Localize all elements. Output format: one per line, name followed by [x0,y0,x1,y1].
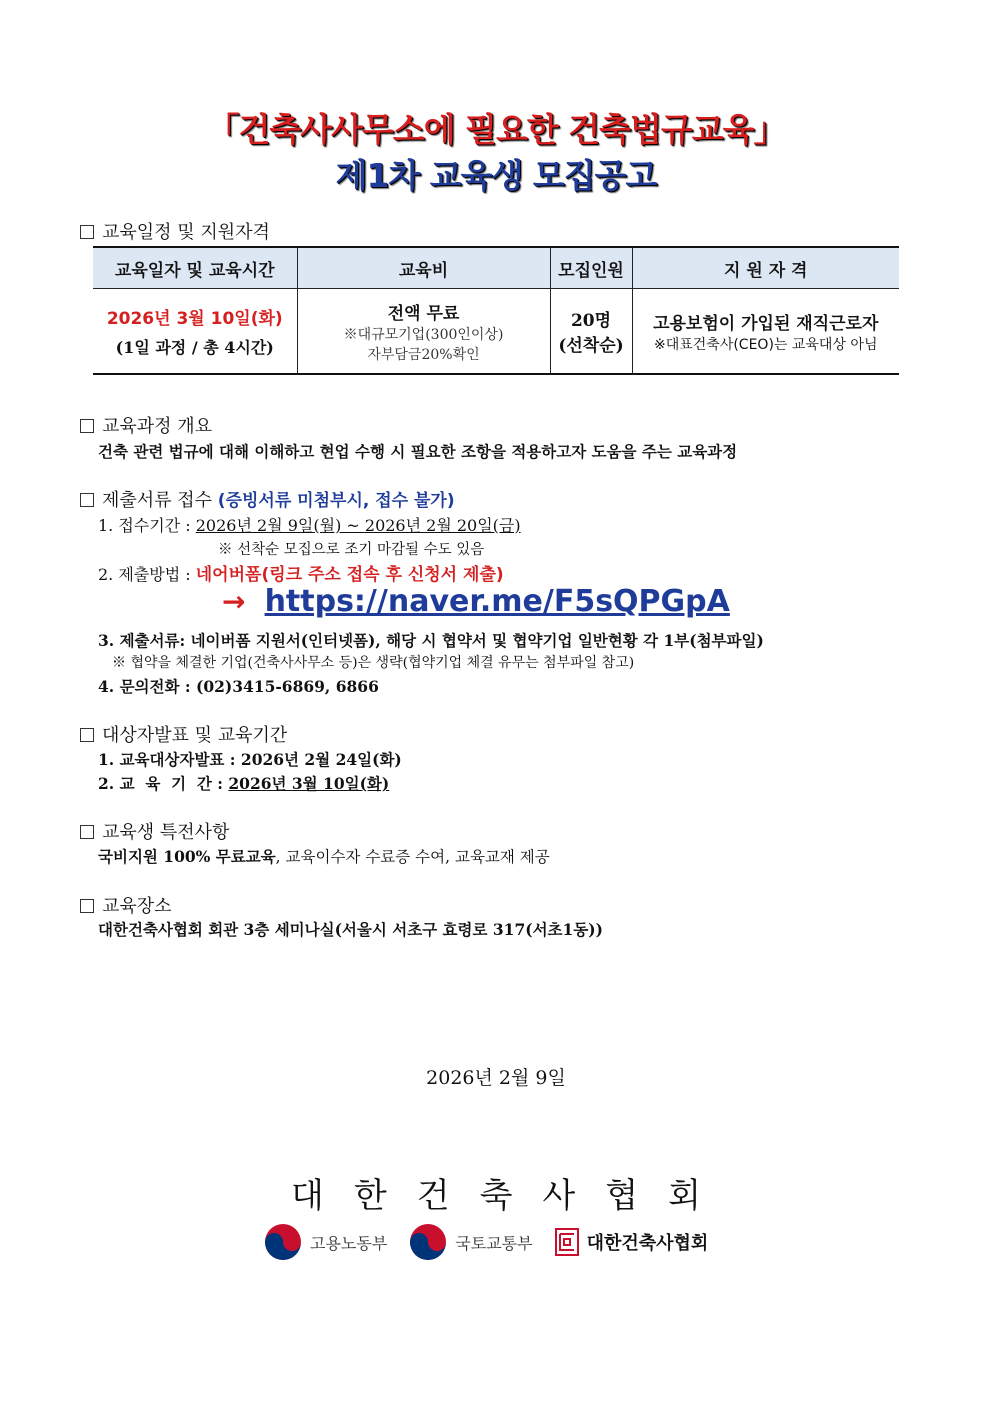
period-value: 2026년 3월 10일(화) [228,774,390,793]
period-value: 2026년 2월 9일(월) ~ 2026년 2월 20일(금) [195,516,521,535]
header-cell-fee: 교육비 [297,247,550,289]
table-row [93,289,899,375]
fee-note-1: ※대규모기업(300인이상) [343,326,504,343]
section-overview-heading [80,412,212,438]
section-title: 제출서류 접수 [102,490,213,511]
header-cell-capacity: 모집인원 [550,247,632,289]
qualification-value: 고용보험이 가입된 재직근로자 [653,313,879,334]
benefits-rest: , 교육이수자 수료증 수여, 교육교재 제공 [275,848,550,866]
notice-date: 2026년 2월 9일 [426,1067,566,1089]
cell-qualification [632,289,899,375]
cell-capacity [550,289,632,375]
period-label: 1. 접수기간 : [98,516,191,535]
taegeuk-icon [264,1223,302,1261]
benefits-bold: 국비지원 100% 무료교육 [98,847,276,866]
overview-text: 건축 관련 법규에 대해 이해하고 현업 수행 시 필요한 조항을 적용하고자 도움을 주는 교육과정 [98,442,738,461]
cell-fee [297,289,550,375]
moel-label: 고용노동부 [310,1233,388,1253]
section-schedule-heading [80,218,270,244]
arrow-right-icon: → [222,585,246,618]
section-title: 교육생 특전사항 [102,822,230,843]
application-link[interactable]: https://naver.me/F5sQPGpA [264,584,730,619]
checkbox-square-icon [80,728,94,742]
education-date: 2026년 3월 10일(화) [106,309,283,329]
section-title: 교육과정 개요 [102,416,213,437]
capacity-sub: (선착순) [558,336,624,356]
kira-logo [555,1228,709,1256]
taegeuk-icon [409,1223,447,1261]
phone-line: 4. 문의전화 : (02)3415-6869, 6866 [98,677,379,696]
education-duration: (1일 과정 / 총 4시간) [115,338,274,357]
section-title: 교육장소 [102,896,172,917]
section-title: 대상자발표 및 교육기간 [102,725,288,746]
qualification-note: ※대표건축사(CEO)는 교육대상 아님 [654,336,878,353]
method-line [98,560,504,585]
schedule-table [93,246,899,375]
period-line [98,513,521,536]
organization-name: 대한건축사협회 [291,1176,731,1216]
benefits-text [98,845,550,867]
section-benefits-heading [80,818,229,844]
submission-warning: (증빙서류 미첨부시, 접수 불가) [217,491,455,511]
checkbox-square-icon [80,899,94,913]
section-title: 교육일정 및 지원자격 [102,222,270,243]
checkbox-square-icon [80,825,94,839]
table-header-row [93,247,899,289]
molit-label: 국토교통부 [455,1233,533,1253]
title-line-1: 「건축사사무소에 필요한 건축법규교육」 [206,110,786,149]
announce-item-2 [98,772,389,794]
cell-date [93,289,297,375]
header-cell-qualification: 지 원 자 격 [632,247,899,289]
docs-line: 3. 제출서류: 네이버폼 지원서(인터넷폼), 해당 시 협약서 및 협약기업 일반현황 각 1부(첨부파일) [98,631,764,650]
kira-mark-icon [555,1228,579,1256]
announce-item-1: 1. 교육대상자발표 : 2026년 2월 24일(화) [98,750,402,769]
period-label: 2. 교 육 기 간 : [98,774,223,793]
molit-logo [409,1223,532,1261]
logo-strip [264,1222,730,1262]
fee-value: 전액 무료 [387,303,460,324]
url-line [222,584,730,619]
header-cell-date: 교육일자 및 교육시간 [93,247,297,289]
checkbox-square-icon [80,419,94,433]
section-venue-heading [80,892,172,918]
moel-logo [264,1223,387,1261]
docs-note: ※ 협약을 체결한 기업(건축사사무소 등)은 생략(협약기업 체결 유무는 첨부파일 참고) [112,655,635,671]
kira-label: 대한건축사협회 [586,1233,709,1254]
checkbox-square-icon [80,493,94,507]
fee-note-2: 자부담금20%확인 [367,346,480,363]
venue-text: 대한건축사협회 회관 3층 세미나실(서울시 서초구 효령로 317(서초1동)) [98,920,603,939]
method-label: 2. 제출방법 : [98,565,191,584]
period-note: ※ 선착순 모집으로 조기 마감될 수도 있음 [218,542,485,558]
section-announcement-heading [80,721,287,747]
capacity-value: 20명 [570,311,612,331]
method-value: 네어버폼(링크 주소 접속 후 신청서 제출) [195,565,504,585]
checkbox-square-icon [80,225,94,239]
title-line-2: 제1차 교육생 모집공고 [335,156,657,195]
section-submission-heading [80,486,455,512]
